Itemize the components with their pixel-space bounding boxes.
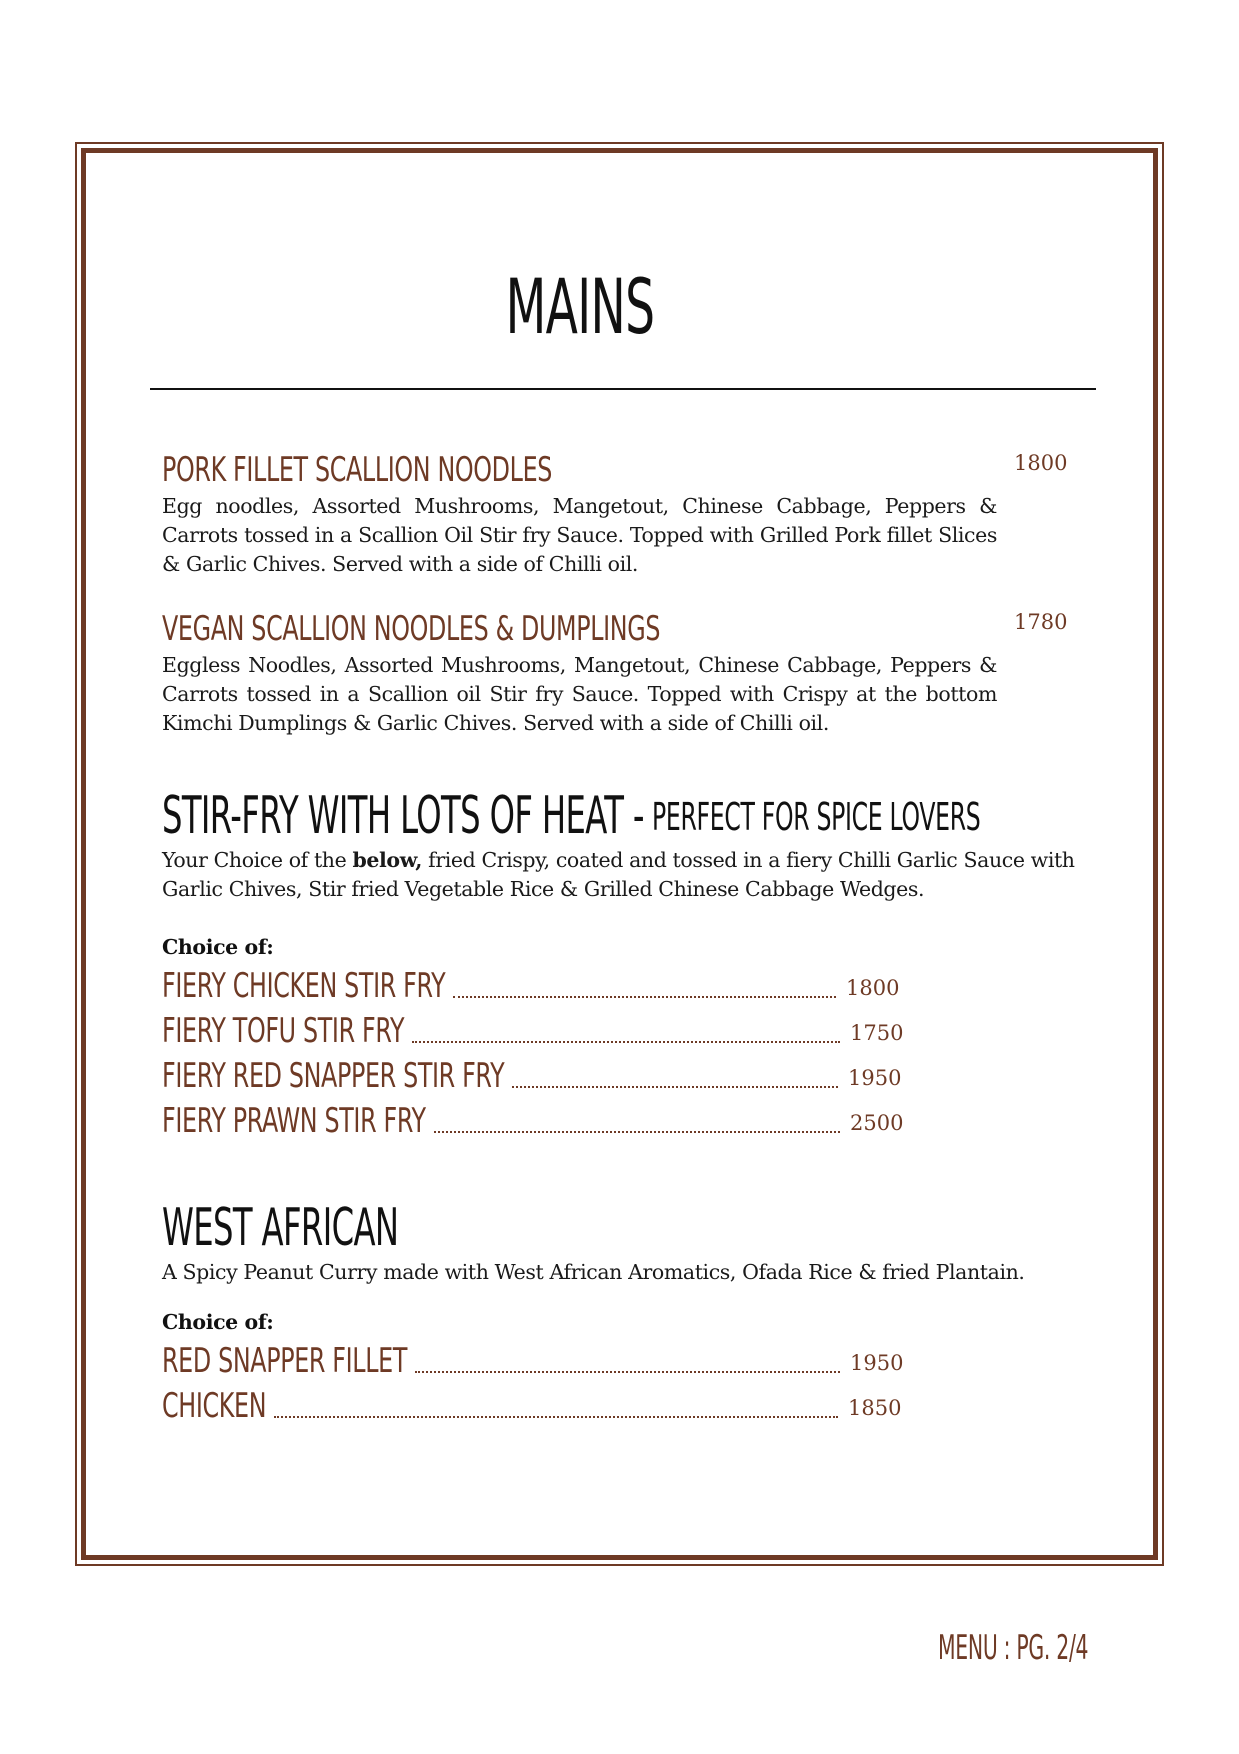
dot-leader [274, 1416, 838, 1418]
section-description: Your Choice of the below, fried Crispy, coated and tossed in a fiery Chilli Garlic Sauce with Garlic Chives, Stir fried Vegetable Rice & Grilled Chinese Cabbage Wedges. [162, 848, 1075, 901]
section-subheading: PERFECT FOR SPICE LOVERS [652, 795, 981, 839]
dot-leader [434, 1131, 840, 1133]
dot-leader [412, 1041, 840, 1043]
section-heading-stir-fry: STIR-FRY WITH LOTS OF HEAT - [162, 786, 644, 846]
dot-leader [415, 1371, 840, 1373]
menu-item-name: PORK FILLET SCALLION NOODLES [162, 450, 553, 490]
section-heading-west-african: WEST AFRICAN [162, 1198, 399, 1258]
section-description: A Spicy Peanut Curry made with West African Aromatics, Ofada Rice & fried Plantain. [162, 1260, 1025, 1284]
dot-leader [512, 1086, 838, 1088]
choice-name: FIERY PRAWN STIR FRY [162, 1101, 426, 1141]
page-title: MAINS [505, 262, 655, 351]
choice-label: Choice of: [162, 1310, 274, 1334]
choice-price: 1850 [848, 1396, 902, 1420]
choice-price: 2500 [850, 1111, 904, 1135]
title-divider [150, 388, 1096, 390]
menu-item-name: VEGAN SCALLION NOODLES & DUMPLINGS [162, 609, 661, 649]
menu-item-description: Egg noodles, Assorted Mushrooms, Mangetout, Chinese Cabbage, Peppers & Carrots tossed in a Scallion Oil Stir fry Sauce. Topped with Grilled Pork fillet Slices & Garlic Chives. Served with a side of Chilli oil. [162, 494, 997, 576]
choice-price: 1950 [850, 1351, 904, 1375]
choice-price: 1950 [848, 1066, 902, 1090]
menu-item-price: 1800 [1014, 451, 1068, 475]
dot-leader [453, 996, 836, 998]
choice-price: 1750 [850, 1021, 904, 1045]
choice-price: 1800 [846, 976, 900, 1000]
choice-name: FIERY CHICKEN STIR FRY [162, 966, 446, 1006]
menu-item-price: 1780 [1014, 610, 1068, 634]
choice-label: Choice of: [162, 935, 274, 959]
choice-name: FIERY RED SNAPPER STIR FRY [162, 1056, 505, 1096]
choice-name: RED SNAPPER FILLET [162, 1341, 408, 1381]
choice-name: FIERY TOFU STIR FRY [162, 1011, 405, 1051]
choice-name: CHICKEN [162, 1386, 267, 1426]
page-footer: MENU : PG. 2/4 [938, 1628, 1089, 1668]
menu-item-description: Eggless Noodles, Assorted Mushrooms, Mangetout, Chinese Cabbage, Peppers & Carrots tossed in a Scallion oil Stir fry Sauce. Topped with Crispy at the bottom Kimchi Dumplings & Garlic Chives. Served with a side of Chilli oil. [162, 653, 997, 735]
